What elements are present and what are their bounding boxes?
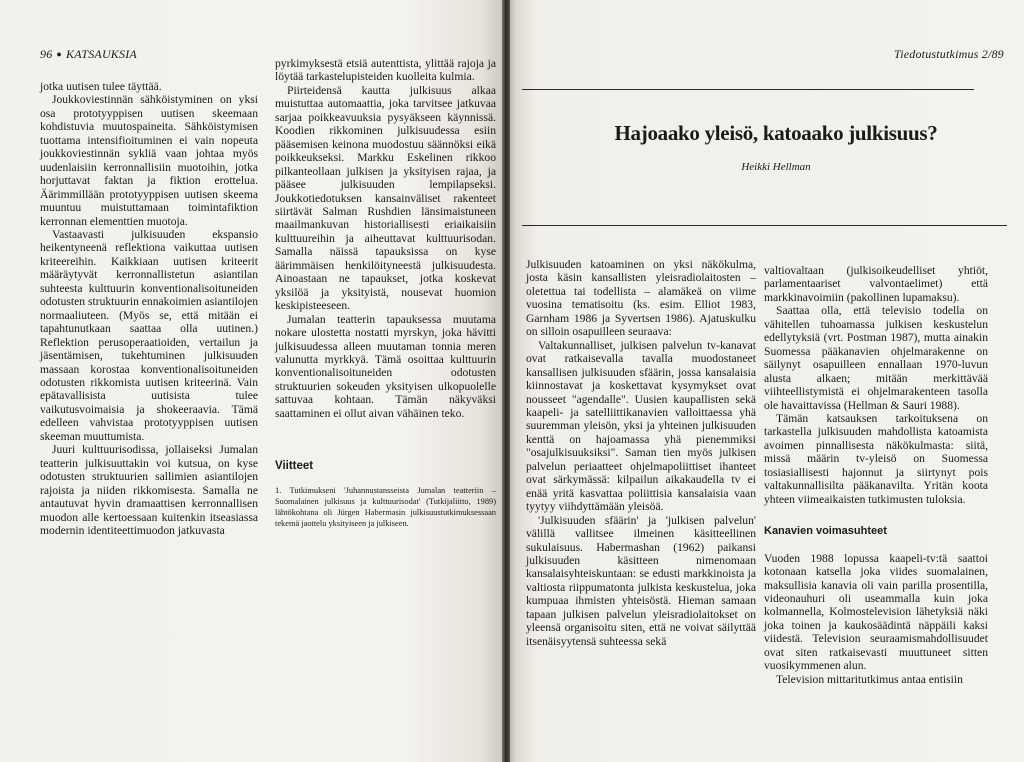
paragraph: pyrkimyksestä etsiä autenttista, ylittää rajoja ja löytää tarkastelupisteiden kuolleita kulmia. <box>275 57 496 84</box>
bullet-separator: ● <box>56 49 63 59</box>
left-page <box>0 0 506 762</box>
notes-heading: Viitteet <box>275 460 314 473</box>
paragraph: Joukkoviestinnän sähköistyminen on yksi osa prototyyppisen uutisen skeemaan kohdistuvia muutospaineita. Sähköistymisen tuottama intensifioituminen ei vain nopeuta joukkoviestinnän sykliä vaan johtaa myös uudenlaisiin kerronnallisiin muotoihin, jotka horjuttavat faktan ja fiktion erottelua. Äärimmillään prototyyppisen uutisen skeema muuntuu muistuttamaan toimintafiktion kerronnan elementtien muotoja. <box>40 93 258 228</box>
book-gutter <box>502 0 510 762</box>
section-name: KATSAUKSIA <box>66 47 137 61</box>
bottom-rule <box>522 225 1007 226</box>
paragraph: Juuri kulttuurisodissa, jollaiseksi Jumalan teatterin julkisuuttakin voi kutsua, on kyse odotusten struktuurien sallimien asiantilojen rajoista ja niiden rikkomisesta. Samalla ne antautuvat hyvin dramaattisen kerronnallisen muodon alle kertoessaan kuitenkin itseasiassa modernin identiteettimuodon jatkuvasta <box>40 443 258 537</box>
paragraph: 'Julkisuuden sfäärin' ja 'julkisen palvelun' välillä vallitsee ilmeinen käsitteellinen sukulaisuus. Habermashan (1962) paikansi julkisuuden käsitteen nimenomaan kansalaisyhteiskuntaan: se edusti markkinoista ja valtiosta riippumatonta julkista keskustelua, joka kumpuaa ihmisten yhteisöstä. Hieman samaan tapaan julkisen palvelun yleisradiolaitokset on yleensä organisoitu siten, että ne voivat säilyttää itsenäisyytensä suhteessa sekä <box>526 513 756 648</box>
right-column-1 <box>526 258 756 648</box>
article-title: Hajoaako yleisö, katoaako julkisuus? <box>614 121 938 145</box>
article-author: Heikki Hellman <box>741 161 811 173</box>
section-subheading: Kanavien voimasuhteet <box>764 525 887 538</box>
left-column-1 <box>40 80 258 537</box>
paragraph: valtiovaltaan (julkisoikeudelliset yhtiöt, parlamentaariset valvontaelimet) että markkinavoimiin (pakollinen lupamaksu). <box>764 264 988 304</box>
running-head-left <box>40 47 137 62</box>
paragraph: Vuoden 1988 lopussa kaapeli-tv:tä saattoi kotonaan katsella joka viides suomalainen, maksullisia kanavia oli vain parilla prosentilla, videonauhuri oli useammalla kuin joka kolmannella, Kolmostelevision lähetyksiä näki joka toinen ja kaukosäädintä näppäili kaksi viidestä. Television seuraamismahdollisuudet ovat siten ratkaisevasti muuttuneet sitten vuosikymmenen alun. <box>764 551 988 673</box>
paragraph: jotka uutisen tulee täyttää. <box>40 80 162 93</box>
footnote: 1. Tutkimukseni 'Juhannustansseista Jumalan teatteriin – Suomalainen julkisuus ja kulttuurisodat' (Tutkijaliitto, 1989) lähtökohtana oli Jürgen Habermasin julkisuustutkimuksessaan tekemä jaottelu yksityiseen ja julkiseen. <box>275 485 496 529</box>
paragraph: Saattaa olla, että televisio todella on vähitellen tuhoamassa julkisen keskustelun edellytyksiä (vrt. Postman 1987), mutta ainakin Suomessa pääkanavien ohjelmarakenne on säilynyt osapuilleen ennallaan 1970-luvun alusta alkaen; mitään merkittävää viihteellistymistä ei ohjelmarakenteen tasolla ole havaittavissa (Hellman & Sauri 1988). <box>764 304 988 412</box>
paragraph: Jumalan teatterin tapauksessa muutama nokare ulostetta nostatti myrskyn, joka hävitti julkisuudessa alleen muutaman tonnia meren valunutta myrkkyä. Tämä osoittaa kulttuurin konventionalisoituneiden odotusten struktuurien sokeuden yksityisen ulkopuolelle sattuvaa kohtaan. Tämän näkyväksi saattaminen ei ollut aivan vähäinen teko. <box>275 312 496 420</box>
paragraph: Tämän katsauksen tarkoituksena on tarkastella julkisuuden mahdollista katoamista avoimen pinnallisesta näkökulmasta: siitä, missä määrin tv-yleisö on Suomessa tosiasiallisesti hajonnut ja siirtynyt pois valtakunnallisilta pääkanavilta. Yritän koota yhteen viimeaikaisten tutkimusten tuloksia. <box>764 411 988 506</box>
top-rule <box>522 89 974 90</box>
page-number: 96 <box>40 47 53 61</box>
paragraph: Television mittaritutkimus antaa entisiin <box>776 672 963 686</box>
paragraph: Piirteidensä kautta julkisuus alkaa muistuttaa automaattia, joka tarvitsee jatkuvaa sarjaa poikkeavuuksia pysyäkseen käynnissä. Koodien rikkominen julkisuudessa esiin pääsemisen keinona muodostuu säännöksi eikä poikkeukseksi. Markku Eskelinen rikkoo pilkanteollaan julkisen ja yksityisen rajaa, ja pääsee julkisuuden lempilapseksi. Joukkotiedotuksen kansainväliset rakenteet siirtävät Salman Rushdien länsimaistuneen maailmankuvan historiallisesti eriaikaisiin kulttuureihin ja aiheuttavat kulttuurisodan. Samalla näissä tapauksissa on kyse äärimmäisen henkilöityneestä julkisuudesta. Ainoastaan ne tapaukset, jotka koskevat yksilöä ja yksityistä, nousevat huomion keskipisteeseen. <box>275 83 496 313</box>
paragraph: Valtakunnalliset, julkisen palvelun tv-kanavat ovat ratkaisevalla tavalla muodostaneet kansallisen julkisuuden sfäärin, jossa kansalaisia kiinnostavat ja koskettavat kysymykset ovat nousseet "agendalle". Uusien kaupallisten sekä kaapeli- ja satelliittikanavien valloittaessa yhä suuremman yleisön, yksi ja yhteinen julkisuuden kenttä on hajoamassa yhä pienemmiksi "osajulkisuuksiksi". Saman tien myös julkisen palvelun periaatteet ohjelmapoliittiset ihanteet ovat särkymässä: kilpailun aikakaudella tv ei enää yritä kasvattaa poliittisia kansalaisia vaan tyytyy viihdyttämään yleisöä. <box>526 338 756 514</box>
running-head-right: Tiedotustutkimus 2/89 <box>894 47 1004 61</box>
left-column-2 <box>275 57 496 530</box>
paragraph: Vastaavasti julkisuuden ekspansio heikentyneenä reflektiona vaikuttaa uutisen kriteereihin. Kaikkiaan uutisen kriteerit määräytyvät kerronnallistetun asiantilan suhteesta kulttuurin konventionalisoituneiden odotusten struktuurin ennakoimien asiantilojen normaaliuteen. (Myös se, että mitään ei tapahtunutkaan saattaa olla uutinen.) Reflektion perusoperaatioiden, vertailun ja jäsentämisen, tukehtuminen julkisuuden massaan korostaa konventionalisoituneiden odotusten rikkomista uutisen kriteerinä. Vain epätavallisista uutisista tulee vaikutusvoimaisia ja shokeeraavia. Tämä edelleen vahvistaa prototyyppisen uutisen skeeman muuttumista. <box>40 227 258 443</box>
paragraph: Julkisuuden katoaminen on yksi näkökulma, josta käsin kansallisten yleisradiolaitosten – oletettua tai todellista – alamäkeä on viime vuosina tematisoitu (ks. esim. Elliot 1983, Garnham 1986 ja Syvertsen 1986). Ajatuskulku on silloin osapuilleen seuraava: <box>526 258 756 339</box>
right-page <box>506 0 1024 762</box>
right-column-2 <box>764 264 988 686</box>
